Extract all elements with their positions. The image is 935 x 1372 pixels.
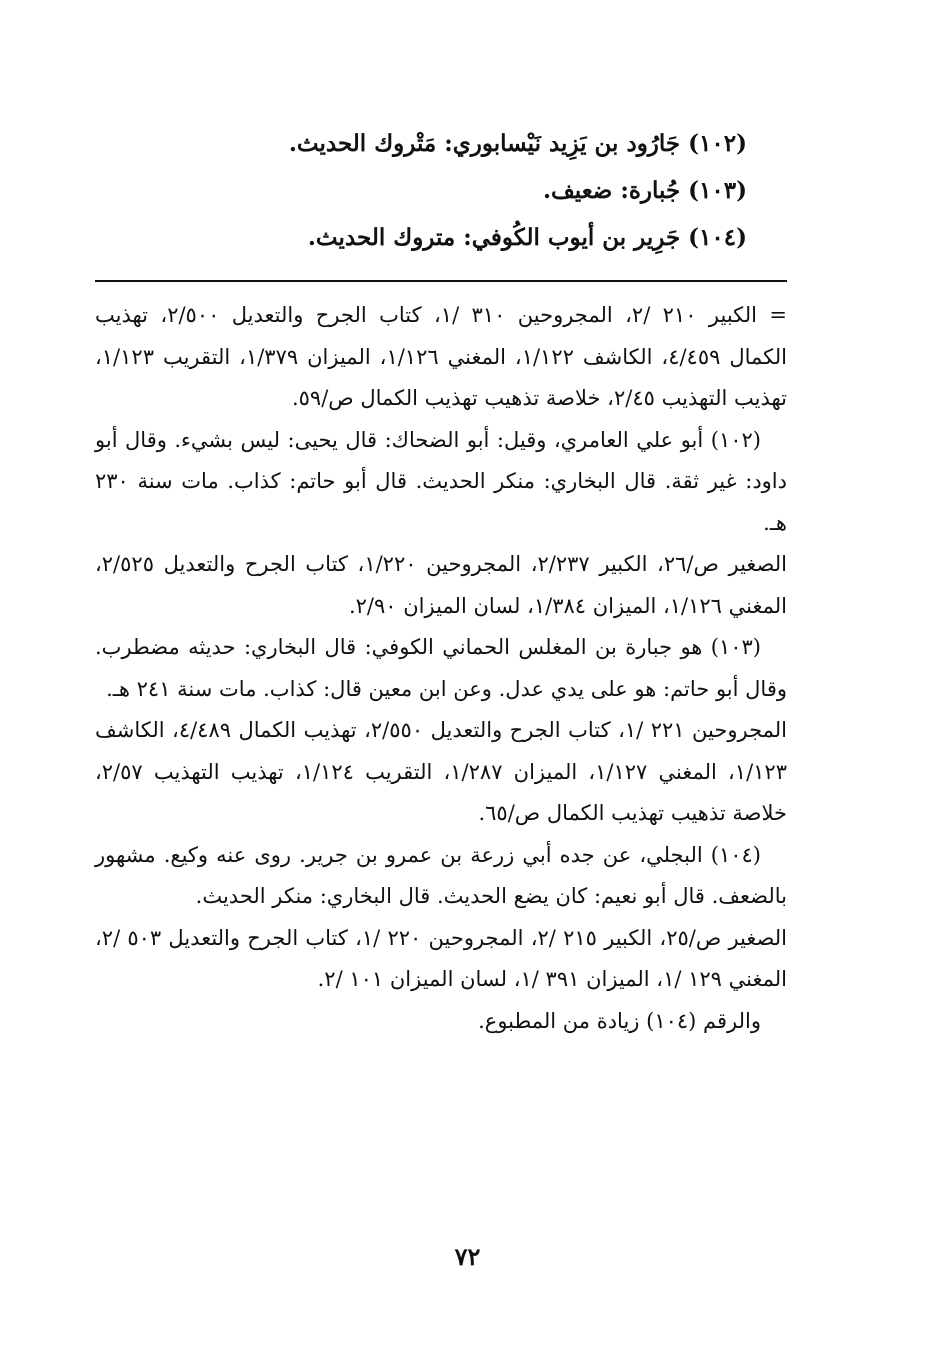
footnote-103-references: المجروحين ٢٢١ /١، كتاب الجرح والتعديل ٢/٥٥٠، تهذيب الكمال ٤/٤٨٩، الكاشف ١/١٢٣، المغني ١/١٢٧، الميزان ١/٢٨٧، التقريب ١/١٢٤، تهذيب التهذيب ٢/٥٧، خلاصة تذهيب تهذيب الكمال ص/٦٥. <box>95 718 788 825</box>
entry-102: (١٠٢) جَارُود بن يَزِيد نَيْسابوري: مَتْروك الحديث. <box>288 130 747 157</box>
page-number: ٧٢ <box>454 1242 481 1271</box>
footnote-102-text: (١٠٢) أبو علي العامري، وقيل: أبو الضحاك: قال يحيى: ليس بشيء. وقال أبو داود: غير ثقة. قال البخاري: منكر الحديث. قال أبو حاتم: كذاب. مات سنة ٢٣٠ هـ. <box>95 427 787 535</box>
main-entries <box>187 120 747 261</box>
entry-104: (١٠٤) جَرِير بن أيوب الكُوفي: متروك الحديث. <box>307 224 747 251</box>
footnote-101-references: = الكبير ٢١٠ /٢، المجروحين ٣١٠ /١، كتاب الجرح والتعديل ٢/٥٠٠، تهذيب الكمال ٤/٤٥٩، الكاشف ١/١٢٢، المغني ١/١٢٦، الميزان ١/٣٧٩، التقريب ١/١٢٣، تهذيب التهذيب ٢/٤٥، خلاصة تذهيب تهذيب الكمال ص/٥٩. <box>95 303 787 410</box>
footnote-103-text: (١٠٣) هو جبارة بن المغلس الحماني الكوفي: قال البخاري: حديثه مضطرب. وقال أبو حاتم: هو على يدي عدل. وعن ابن معين قال: كذاب. مات سنة ٢٤١ هـ. <box>95 635 787 701</box>
footnote-102-references: الصغير ص/٢٦، الكبير ٢/٢٣٧، المجروحين ١/٢٢٠، كتاب الجرح والتعديل ٢/٥٢٥، المغني ١/١٢٦، الميزان ١/٣٨٤، لسان الميزان ٢/٩٠. <box>95 552 787 618</box>
entry-103: (١٠٣) جُبارة: ضعيف. <box>542 177 747 204</box>
footnote-separator <box>95 280 787 282</box>
footnote-104-text: (١٠٤) البجلي، عن جده أبي زرعة بن عمرو بن جرير. روى عنه وكيع. مشهور بالضعف. قال أبو نعيم: كان يضع الحديث. قال البخاري: منكر الحديث. <box>95 842 787 908</box>
footnotes <box>95 295 787 1042</box>
footnote-104-references: الصغير ص/٢٥، الكبير ٢١٥ /٢، المجروحين ٢٢٠ /١، كتاب الجرح والتعديل ٥٠٣ /٢، المغني ١٢٩ /١، الميزان ٣٩١ /١، لسان الميزان ١٠١ /٢. <box>95 925 787 991</box>
footnote-104-edition-note: والرقم (١٠٤) زيادة من المطبوع. <box>478 1008 761 1033</box>
